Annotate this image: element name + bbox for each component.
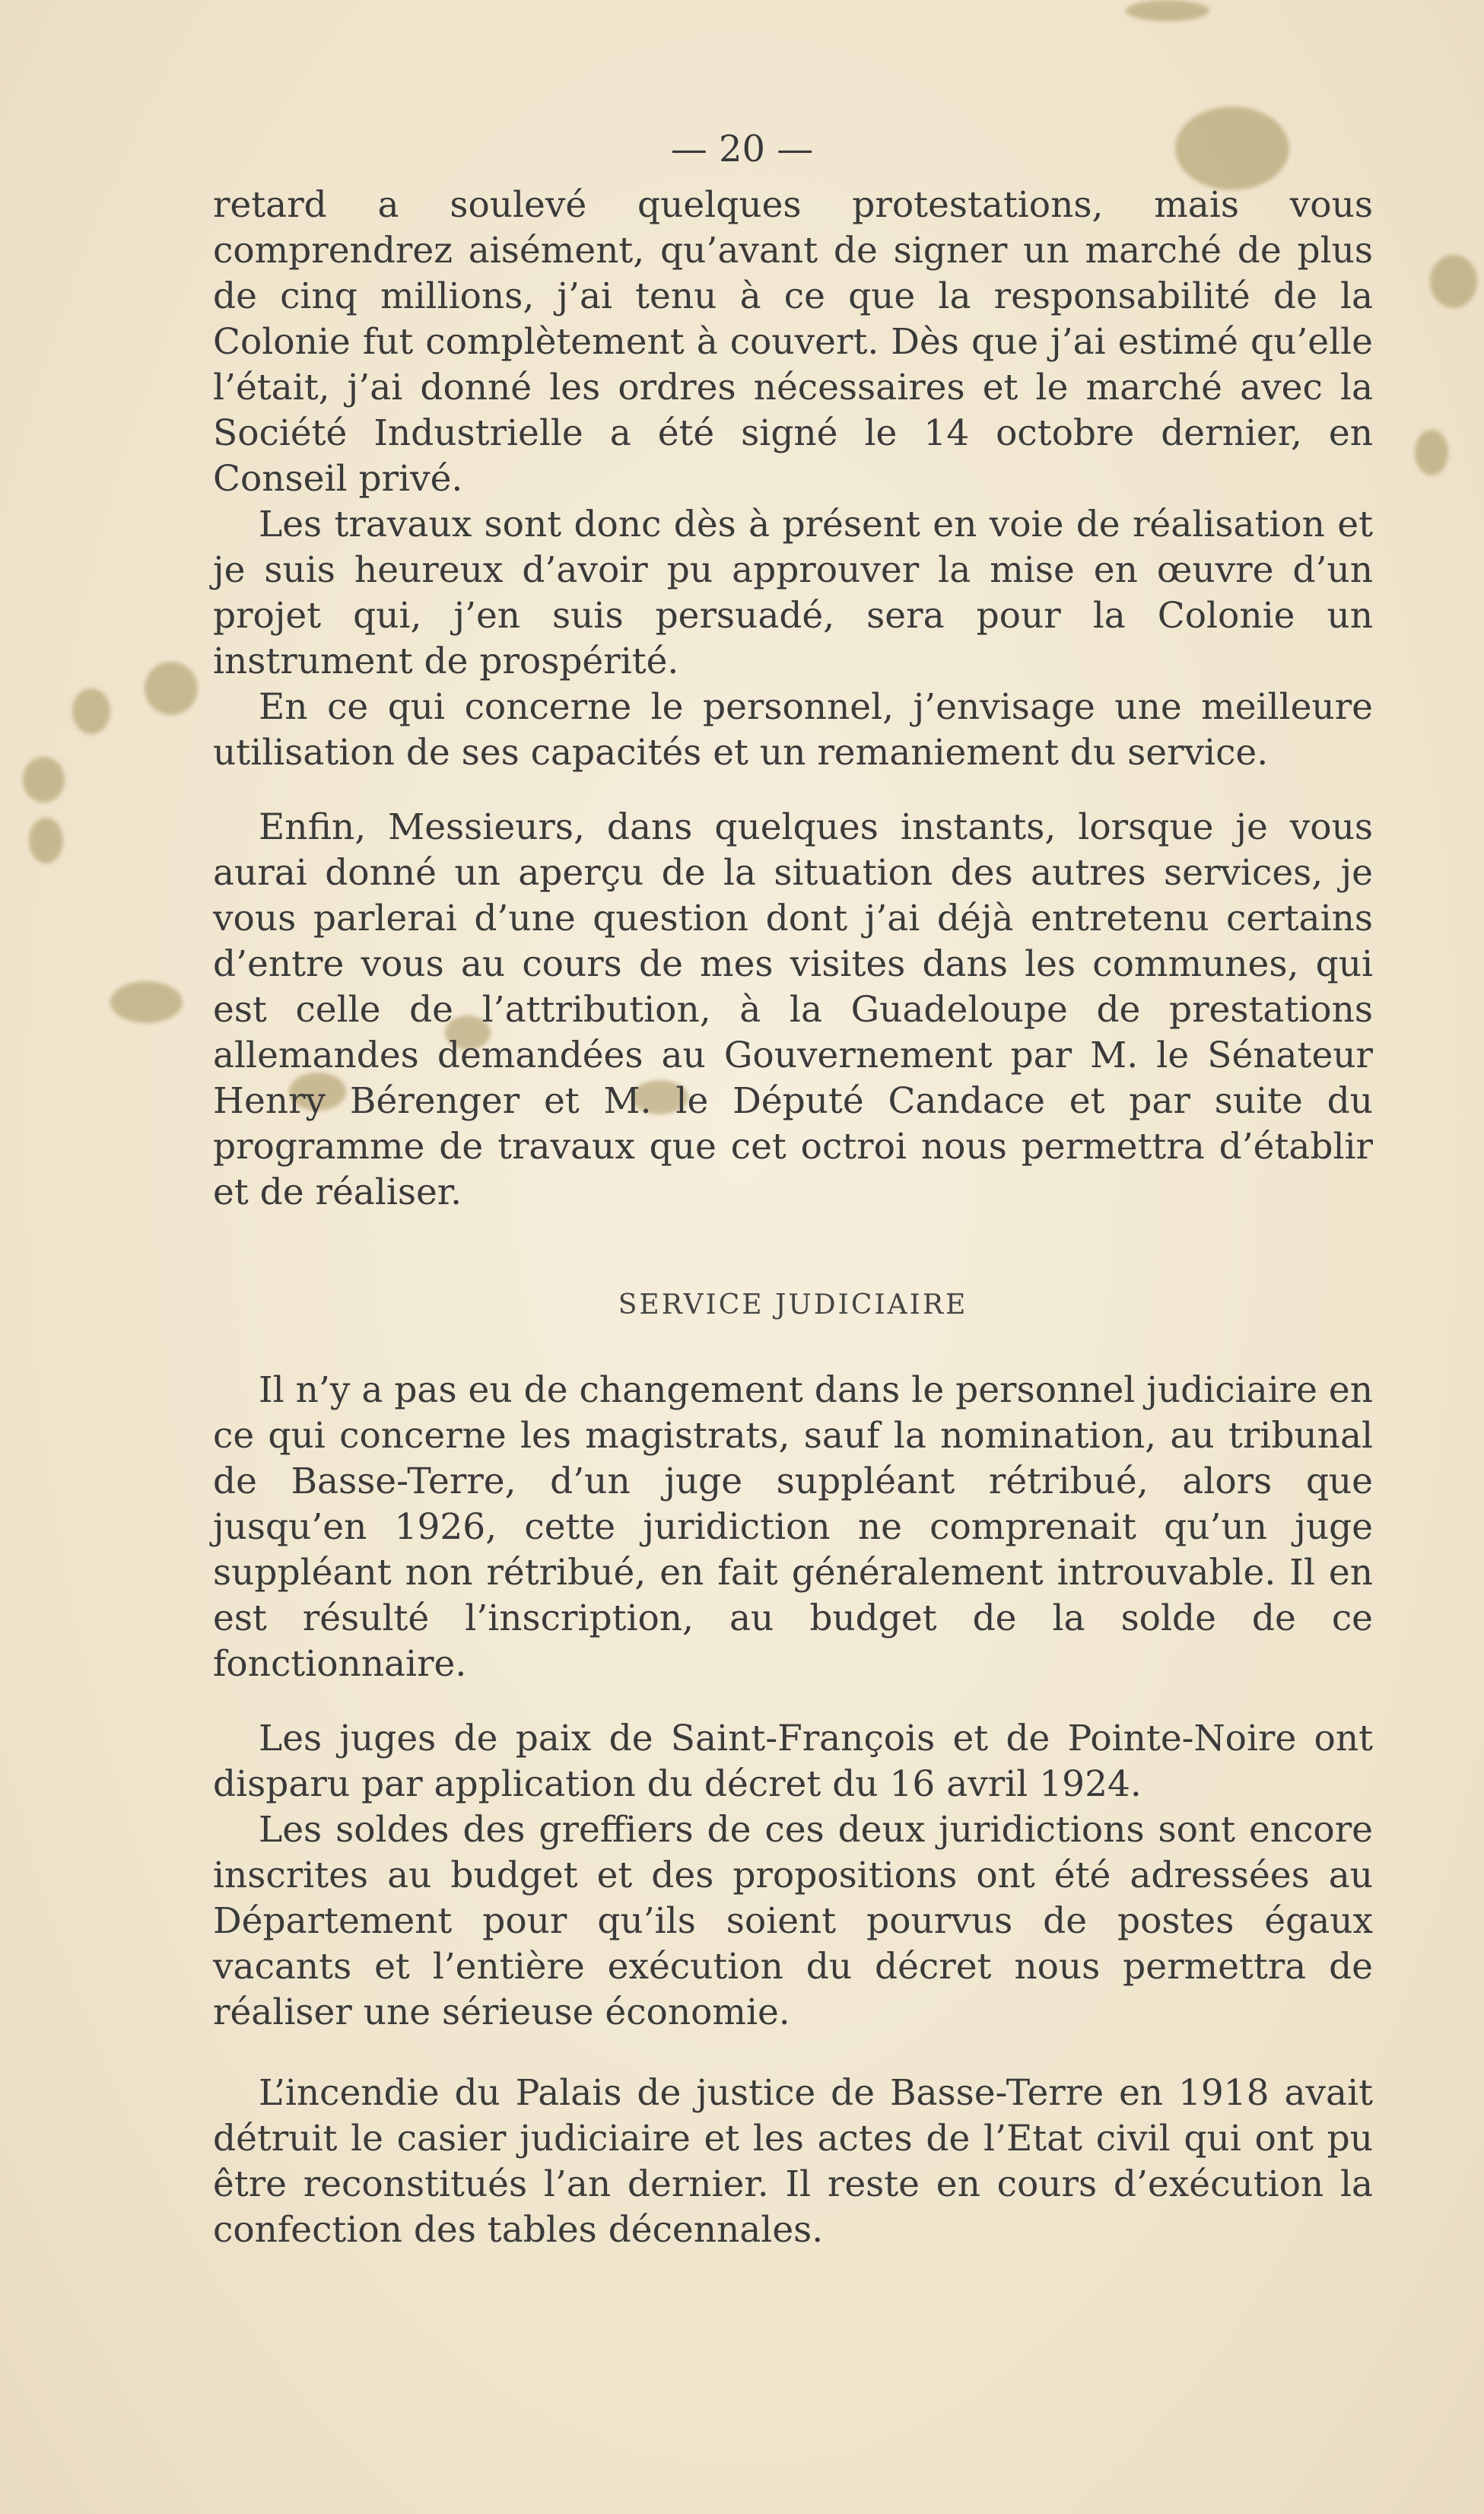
- paragraph: Les juges de paix de Saint-François et de Pointe-Noire ont disparu par application du décret du 16 avril 1924.: [213, 1718, 1373, 1805]
- body-text: [213, 183, 1373, 2253]
- paragraph: Les travaux sont donc dès à présent en voie de réalisation et je suis heureux d’avoir pu approuver la mise en œuvre d’un projet qui, j’en suis persuadé, sera pour la Colonie un instrument de prospérité.: [213, 504, 1373, 682]
- stain-mark: [1430, 255, 1477, 308]
- stain-mark: [29, 818, 63, 863]
- stain-mark: [145, 662, 198, 715]
- paragraph: Il n’y a pas eu de changement dans le personnel judiciaire en ce qui concerne les magistrats, sauf la nomination, au tribunal de Basse-Terre, d’un juge suppléant rétribué, alors que jusqu’en 1926, cette juridiction ne comprenait qu’un juge suppléant non rétribué, en fait généralement introuvable. Il en est résulté l’inscription, au budget de la solde de ce fonctionnaire.: [213, 1369, 1373, 1685]
- paragraph: L’incendie du Palais de justice de Basse-Terre en 1918 avait détruit le casier judiciaire et les actes de l’Etat civil qui ont pu être reconstitués l’an dernier. Il reste en cours d’exécution la confection des tables décennales.: [213, 2072, 1373, 2251]
- stain-mark: [110, 981, 183, 1023]
- stain-mark: [1415, 430, 1448, 475]
- paragraph: Enfin, Messieurs, dans quelques instants, lorsque je vous aurai donné un aperçu de la situation des autres services, je vous parlerai d’une question dont j’ai déjà entretenu certains d’entre vous au cours de mes visites dans les communes, qui est celle de l’attribution, à la Guadeloupe de prestations allemandes demandées au Gouvernement par M. le Sénateur Henry Bérenger et M. le Député Candace et par suite du programme de travaux que cet octroi nous permettra d’établir et de réaliser.: [213, 806, 1373, 1213]
- stain-mark: [23, 757, 65, 803]
- stain-mark: [72, 688, 110, 734]
- paragraph: retard a soulevé quelques protestations, mais vous comprendrez aisément, qu’avant de signer un marché de plus de cinq millions, j’ai tenu à ce que la responsabilité de la Colonie fut complètement à couvert. Dès que j’ai estimé qu’elle l’était, j’ai donné les ordres nécessaires et le marché avec la Société Industrielle a été signé le 14 octobre dernier, en Conseil privé.: [213, 184, 1373, 500]
- page-number: — 20 —: [670, 128, 814, 170]
- section-heading: SERVICE JUDICIAIRE: [618, 1289, 968, 1321]
- paragraph: Les soldes des greffiers de ces deux juridictions sont encore inscrites au budget et des propositions ont été adressées au Département pour qu’ils soient pourvus de postes égaux vacants et l’entière exécution du décret nous permettra de réaliser une sérieuse économie.: [213, 1809, 1373, 2033]
- paragraph: En ce qui concerne le personnel, j’envisage une meilleure utilisation de ses capacités et un remaniement du service.: [213, 686, 1373, 774]
- stain-mark: [1126, 0, 1209, 21]
